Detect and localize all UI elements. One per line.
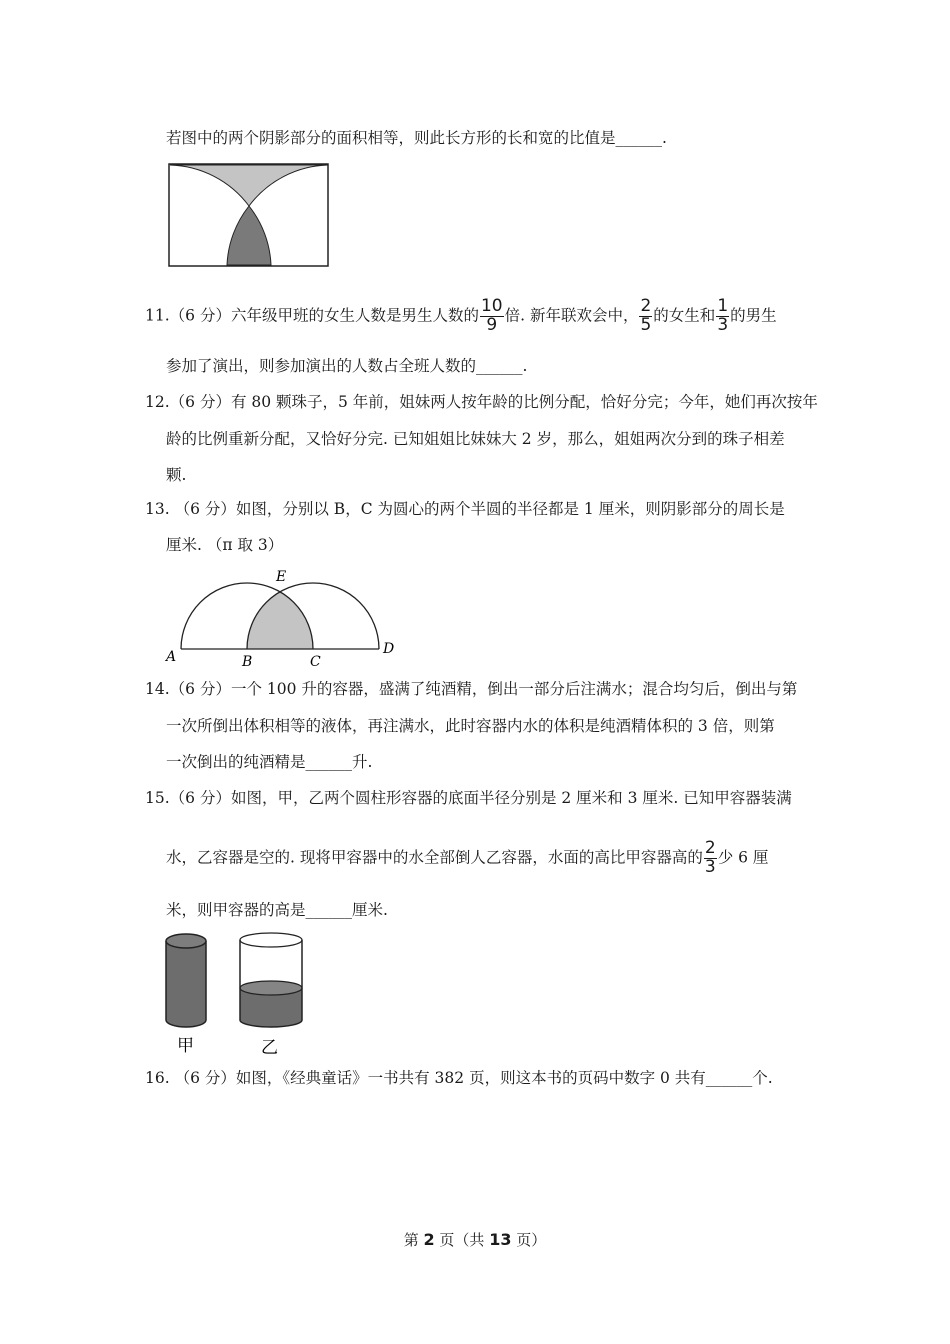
footer-prefix: 第 [403, 1231, 424, 1249]
question-14-line-2: 一次所倒出体积相等的液体，再注满水，此时容器内水的体积是纯酒精体积的 3 倍，则第 [166, 717, 775, 735]
question-11-score: （6 分） [169, 306, 231, 325]
cylinder-label-yi: 乙 [261, 1038, 278, 1058]
shaded-bottom-region [227, 206, 271, 265]
point-label-c: C [310, 654, 321, 670]
fraction-2-3 [704, 840, 717, 877]
question-15-text: （6 分）如图，甲，乙两个圆柱形容器的底面半径分别是 2 厘米和 3 厘米. 已知甲容器装满 [169, 789, 792, 807]
rectangle-figure [168, 163, 330, 267]
footer-page-number: 2 [423, 1230, 435, 1249]
question-11-line-1 [145, 298, 777, 335]
question-12-line-3: 颗. [166, 466, 187, 484]
question-14-line-3: 一次倒出的纯酒精是______升. [166, 753, 373, 771]
shaded-top-region [170, 165, 328, 206]
question-13-line-2: 厘米. （π 取 3） [166, 536, 284, 554]
cylinder-label-jia: 甲 [177, 1036, 194, 1056]
fraction-denominator: 9 [486, 314, 498, 335]
fraction-numerator: 2 [640, 296, 652, 316]
fraction-10-9 [480, 298, 504, 335]
question-12-line-2: 龄的比例重新分配，又恰好分完. 已知姐姐比妹妹大 2 岁，那么，姐姐两次分到的珠子相差 [166, 430, 785, 448]
cylinder-yi [240, 933, 302, 1027]
fraction-denominator: 3 [704, 856, 716, 877]
fraction-numerator: 10 [480, 296, 503, 316]
fraction-numerator: 1 [717, 296, 729, 316]
point-label-d: D [383, 641, 395, 657]
question-12-line-1 [145, 390, 818, 414]
question-11-line-2: 参加了演出，则参加演出的人数占全班人数的______. [166, 357, 528, 375]
question-15-line-3: 米，则甲容器的高是______厘米. [166, 901, 388, 919]
fraction-denominator: 5 [640, 314, 652, 335]
question-11-text-4: 的男生 [730, 306, 777, 325]
fraction-2-5 [639, 298, 652, 335]
fraction-1-3 [716, 298, 729, 335]
question-11-text-3: 的女生和 [653, 306, 716, 325]
question-14-line-1 [145, 677, 797, 701]
cylinder-jia [166, 934, 206, 1027]
question-16-number: 16. [145, 1069, 170, 1087]
question-13-text: （6 分）如图，分别以 B，C 为圆心的两个半圆的半径都是 1 厘米，则阴影部分的周长是 [174, 500, 785, 518]
intro-text: 若图中的两个阴影部分的面积相等，则此长方形的长和宽的比值是______. [166, 129, 667, 147]
question-15-line-2 [166, 840, 768, 877]
question-15-line-1 [145, 786, 792, 810]
question-13-number: 13. [145, 500, 170, 518]
semicircles-figure [160, 565, 405, 670]
question-11-text-2: 倍. 新年联欢会中， [504, 306, 639, 325]
question-11-number: 11. [145, 306, 170, 325]
question-15-text-2b: 少 6 厘 [717, 848, 769, 867]
fraction-denominator: 3 [717, 314, 729, 335]
question-16-text: （6 分）如图，《经典童话》一书共有 382 页，则这本书的页码中数字 0 共有______个. [174, 1069, 773, 1087]
question-13-line-1 [145, 497, 785, 521]
question-15-text-2a: 水，乙容器是空的. 现将甲容器中的水全部倒人乙容器，水面的高比甲容器高的 [166, 848, 703, 867]
shaded-lens-region [247, 592, 313, 649]
footer-middle: 页（共 [434, 1231, 490, 1249]
cylinders-figure [163, 930, 308, 1060]
point-label-a: A [166, 649, 177, 665]
question-14-text: （6 分）一个 100 升的容器，盛满了纯酒精，倒出一部分后注满水；混合均匀后，倒出与第 [169, 680, 798, 698]
question-16-line-1 [145, 1066, 773, 1090]
question-14-number: 14. [145, 680, 170, 698]
page-footer [0, 1229, 950, 1250]
question-12-text: （6 分）有 80 颗珠子，5 年前，姐妹两人按年龄的比例分配，恰好分完；今年，她们再次按年 [169, 393, 818, 411]
question-11-text-1: 六年级甲班的女生人数是男生人数的 [230, 306, 479, 325]
question-15-number: 15. [145, 789, 170, 807]
point-label-e: E [276, 569, 287, 585]
question-12-number: 12. [145, 393, 170, 411]
point-label-b: B [242, 654, 253, 670]
fraction-numerator: 2 [704, 838, 716, 858]
footer-suffix: 页） [511, 1231, 547, 1249]
footer-total-pages: 13 [489, 1230, 512, 1249]
